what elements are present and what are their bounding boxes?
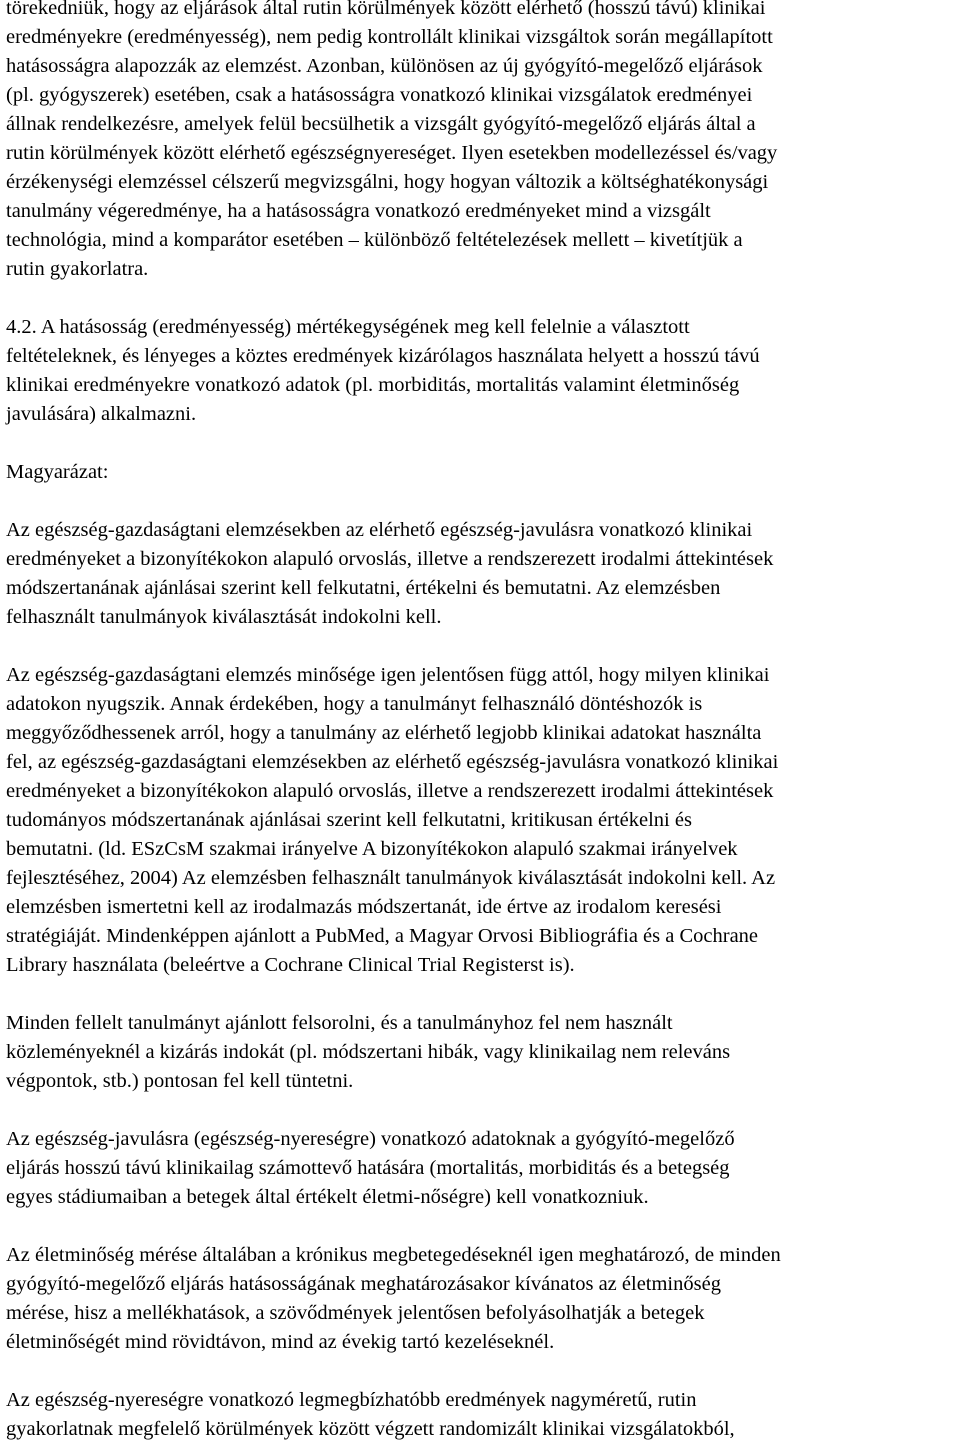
text-line: adatokon nyugszik. Annak érdekében, hogy a tanulmányt felhasználó döntéshozók is bbox=[6, 693, 703, 715]
text-line: stratégiáját. Mindenképpen ajánlott a PubMed, a Magyar Orvosi Bibliográfia és a Cochrane bbox=[6, 925, 759, 947]
text-line: végpontok, stb.) pontosan fel kell tüntetni. bbox=[6, 1070, 354, 1092]
text-line: hatásosságra alapozzák az elemzést. Azonban, különösen az új gyógyító-megelőző eljárások bbox=[6, 55, 763, 77]
paragraph-explanation-2 bbox=[6, 661, 960, 980]
paragraph-section-4-2 bbox=[6, 313, 960, 429]
text-line: klinikai eredményekre vonatkozó adatok (pl. morbiditás, mortalitás valamint életminőség bbox=[6, 374, 740, 396]
text-line: eredményeket a bizonyítékokon alapuló orvoslás, illetve a rendszerezett irodalmi áttekintések bbox=[6, 780, 774, 802]
text-line: módszertanának ajánlásai szerint kell felkutatni, értékelni és bemutatni. Az elemzésben bbox=[6, 577, 721, 599]
paragraph-explanation-6 bbox=[6, 1386, 960, 1444]
paragraph-intro-continued bbox=[6, 0, 960, 284]
text-line: Az egészség-javulásra (egészség-nyereségre) vonatkozó adatoknak a gyógyító-megelőző bbox=[6, 1128, 735, 1150]
text-line: tanulmány végeredménye, ha a hatásosságra vonatkozó eredményeket mind a vizsgált bbox=[6, 200, 711, 222]
text-line: Az életminőség mérése általában a krónikus megbetegedéseknél igen meghatározó, de minden bbox=[6, 1244, 781, 1266]
text-line: fejlesztéséhez, 2004) Az elemzésben felhasznált tanulmányok kiválasztását indokolni kell. Az bbox=[6, 867, 776, 889]
paragraph-explanation-3 bbox=[6, 1009, 960, 1096]
text-line: közleményeknél a kizárás indokát (pl. módszertani hibák, vagy klinikailag nem releváns bbox=[6, 1041, 731, 1063]
text-line: tudományos módszertanának ajánlásai szerint kell felkutatni, kritikusan értékelni és bbox=[6, 809, 692, 831]
paragraph-explanation-5 bbox=[6, 1241, 960, 1357]
paragraph-explanation-4 bbox=[6, 1125, 960, 1212]
text-line: feltételeknek, és lényeges a köztes eredmények kizárólagos használata helyett a hosszú távú bbox=[6, 345, 760, 367]
text-line: meggyőződhessenek arról, hogy a tanulmány az elérhető legjobb klinikai adatokat használta bbox=[6, 722, 762, 744]
text-line: Az egészség-nyereségre vonatkozó legmegbízhatóbb eredmények nagyméretű, rutin bbox=[6, 1389, 697, 1411]
text-line: életminőségét mind rövidtávon, mind az évekig tartó kezeléseknél. bbox=[6, 1331, 555, 1353]
text-line: eredményekre (eredményesség), nem pedig kontrollált klinikai vizsgáltok során megállapított bbox=[6, 26, 773, 48]
text-line: Az egészség-gazdaságtani elemzés minősége igen jelentősen függ attól, hogy milyen klinikai bbox=[6, 664, 770, 686]
text-line: eljárás hosszú távú klinikailag számottevő hatására (mortalitás, morbiditás és a betegség bbox=[6, 1157, 730, 1179]
text-line: fel, az egészség-gazdaságtani elemzésekben az elérhető egészség-javulásra vonatkozó klinikai bbox=[6, 751, 779, 773]
document-page bbox=[6, 0, 960, 1444]
text-line: törekedniük, hogy az eljárások által rutin körülmények között elérhető (hosszú távú) klinikai bbox=[6, 0, 766, 19]
explanation-heading bbox=[6, 458, 960, 487]
text-line: 4.2. A hatásosság (eredményesség) mértékegységének meg kell felelnie a választott bbox=[6, 316, 690, 338]
text-line: bemutatni. (ld. ESzCsM szakmai irányelve A bizonyítékokon alapuló szakmai irányelvek bbox=[6, 838, 738, 860]
text-line: felhasznált tanulmányok kiválasztását indokolni kell. bbox=[6, 606, 442, 628]
text-line: egyes stádiumaiban a betegek által értékelt életmi-nőségre) kell vonatkozniuk. bbox=[6, 1186, 649, 1208]
text-line: Magyarázat: bbox=[6, 461, 109, 483]
text-line: technológia, mind a komparátor esetében – különböző feltételezések mellett – kivetítjük a bbox=[6, 229, 743, 251]
text-line: gyógyító-megelőző eljárás hatásosságának meghatározásakor kívánatos az életminőség bbox=[6, 1273, 721, 1295]
text-line: rutin gyakorlatra. bbox=[6, 258, 149, 280]
text-line: elemzésben ismertetni kell az irodalmazás módszertanát, ide értve az irodalom keresési bbox=[6, 896, 722, 918]
text-line: Library használata (beleértve a Cochrane Clinical Trial Registerst is). bbox=[6, 954, 575, 976]
text-line: mérése, hisz a mellékhatások, a szövődmények jelentősen befolyásolhatják a betegek bbox=[6, 1302, 705, 1324]
text-line: rutin körülmények között elérhető egészségnyereséget. Ilyen esetekben modellezéssel és/vagy bbox=[6, 142, 778, 164]
paragraph-explanation-1 bbox=[6, 516, 960, 632]
text-line: Minden fellelt tanulmányt ajánlott felsorolni, és a tanulmányhoz fel nem használt bbox=[6, 1012, 673, 1034]
text-line: gyakorlatnak megfelelő körülmények között végzett randomizált klinikai vizsgálatokból, bbox=[6, 1418, 735, 1440]
text-line: érzékenységi elemzéssel célszerű megvizsgálni, hogy hogyan változik a költséghatékonysági bbox=[6, 171, 769, 193]
text-line: javulására) alkalmazni. bbox=[6, 403, 197, 425]
text-line: Az egészség-gazdaságtani elemzésekben az elérhető egészség-javulásra vonatkozó klinikai bbox=[6, 519, 753, 541]
text-line: eredményeket a bizonyítékokon alapuló orvoslás, illetve a rendszerezett irodalmi áttekintések bbox=[6, 548, 774, 570]
text-line: állnak rendelkezésre, amelyek felül becsülhetik a vizsgált gyógyító-megelőző eljárás által a bbox=[6, 113, 756, 135]
text-line: (pl. gyógyszerek) esetében, csak a hatásosságra vonatkozó klinikai vizsgálatok eredményei bbox=[6, 84, 753, 106]
